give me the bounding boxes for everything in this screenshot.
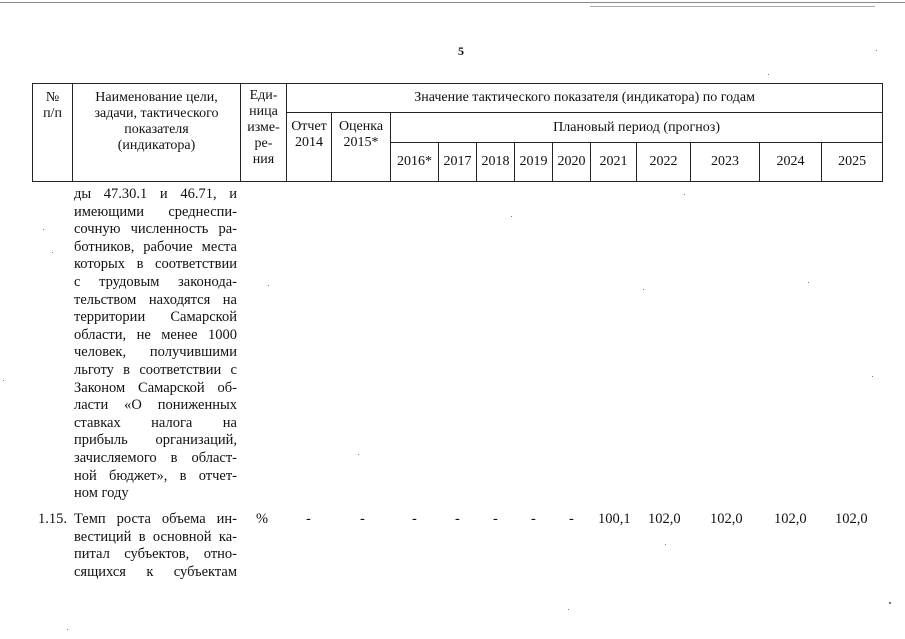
header-year-2022: 2022 (637, 143, 691, 182)
header-number-sign: № (45, 90, 60, 105)
row-value-2024: 102,0 (774, 511, 807, 527)
row-value-2025: 102,0 (835, 511, 868, 527)
scan-speck (67, 629, 68, 630)
header-name-line: показателя (124, 122, 189, 137)
continuation-line: которых в соответствии (74, 256, 237, 273)
scan-speck (568, 609, 569, 610)
scan-speck (43, 229, 44, 230)
header-unit-line: Еди- (249, 88, 278, 103)
scan-speck (358, 454, 359, 455)
scan-speck (665, 544, 666, 545)
scan-speck (3, 380, 4, 381)
header-year-2020: 2020 (553, 143, 591, 182)
row-name-line: сящихся к субъектам (74, 563, 237, 580)
scan-speck (872, 376, 873, 377)
continuation-line: с трудовым законода- (74, 273, 237, 290)
row-name-line: Темп роста объема ин- (74, 511, 237, 527)
continuation-line: прибыль организаций, (74, 432, 237, 449)
row-estimate-2015: - (360, 511, 365, 527)
header-report-line: 2014 (295, 135, 323, 150)
continuation-line: области, не менее 1000 (74, 326, 237, 343)
scan-speck (768, 74, 769, 75)
row-value-2017: - (455, 511, 460, 527)
continuation-indicator-text (74, 186, 237, 503)
header-unit-line: ница (249, 104, 278, 119)
header-year-2021: 2021 (591, 143, 637, 182)
row-name-line: питал субъектов, отно- (74, 546, 237, 563)
header-year-2023: 2023 (691, 143, 760, 182)
header-name-line: Наименование цели, (95, 90, 218, 105)
row-unit: % (256, 511, 269, 527)
scan-speck (643, 289, 644, 290)
continuation-line: тельством находятся на (74, 291, 237, 308)
continuation-line: имеющими среднеспи- (74, 203, 237, 220)
continuation-line: ды 47.30.1 и 46.71, и (74, 186, 237, 202)
row-value-2016: - (412, 511, 417, 527)
header-year-2024: 2024 (760, 143, 822, 182)
scan-speck (511, 216, 512, 217)
continuation-line: ставках налога на (74, 414, 237, 431)
header-year-2025: 2025 (822, 143, 883, 182)
continuation-line: ном году (74, 485, 129, 502)
header-name-line: (индикатора) (117, 138, 196, 153)
header-estimate-line: 2015* (343, 135, 379, 150)
continuation-line: территории Самарской (74, 309, 237, 326)
scan-speck (889, 602, 891, 604)
header-year-2016: 2016* (391, 143, 439, 182)
header-name-line: задачи, тактического (94, 106, 219, 121)
row-value-2021: 100,1 (598, 511, 631, 527)
scan-speck (808, 282, 809, 283)
row-name-line: вестиций в основной ка- (74, 528, 237, 545)
scan-top-edge-fragment (590, 6, 875, 7)
continuation-line: Законом Самарской об- (74, 379, 237, 396)
continuation-line: зачисляемого в област- (74, 449, 237, 466)
header-year-2019: 2019 (515, 143, 553, 182)
header-values-title: Значение тактического показателя (индикатора) по годам (287, 84, 883, 113)
row-value-2020: - (569, 511, 574, 527)
header-number-pp: п/п (43, 106, 62, 121)
row-number: 1.15. (38, 511, 67, 527)
row-1-15-name (74, 511, 237, 581)
continuation-line: ласти «О пониженных (74, 397, 237, 414)
row-value-2023: 102,0 (710, 511, 743, 527)
scan-speck (876, 50, 877, 51)
scan-speck (684, 194, 685, 195)
page-number: 5 (458, 44, 464, 58)
continuation-line: ной бюджет», в отчет- (74, 467, 237, 484)
header-number-column (33, 84, 73, 182)
row-value-2022: 102,0 (648, 511, 681, 527)
header-unit-line: ния (252, 152, 275, 167)
header-unit-column (241, 84, 287, 182)
continuation-line: сочную численность ра- (74, 221, 237, 238)
header-unit-line: изме- (247, 120, 280, 135)
header-planned-title: Плановый период (прогноз) (391, 113, 883, 143)
row-value-2019: - (531, 511, 536, 527)
scan-speck (268, 285, 269, 286)
row-report-2014: - (306, 511, 311, 527)
scan-top-edge (0, 2, 905, 3)
header-name-column (73, 84, 241, 182)
continuation-line: человек, получившими (74, 344, 237, 361)
header-report-2014 (287, 113, 332, 182)
continuation-line: ботников, рабочие места (74, 238, 237, 255)
header-year-2018: 2018 (477, 143, 515, 182)
header-estimate-line: Оценка (338, 119, 384, 134)
scan-speck (52, 252, 53, 253)
continuation-line: льготу в соответствии с (74, 361, 237, 378)
header-report-line: Отчет (291, 119, 327, 134)
header-unit-line: ре- (254, 136, 273, 151)
row-value-2018: - (493, 511, 498, 527)
indicator-table-header (32, 83, 883, 182)
header-year-2017: 2017 (439, 143, 477, 182)
header-estimate-2015 (332, 113, 391, 182)
